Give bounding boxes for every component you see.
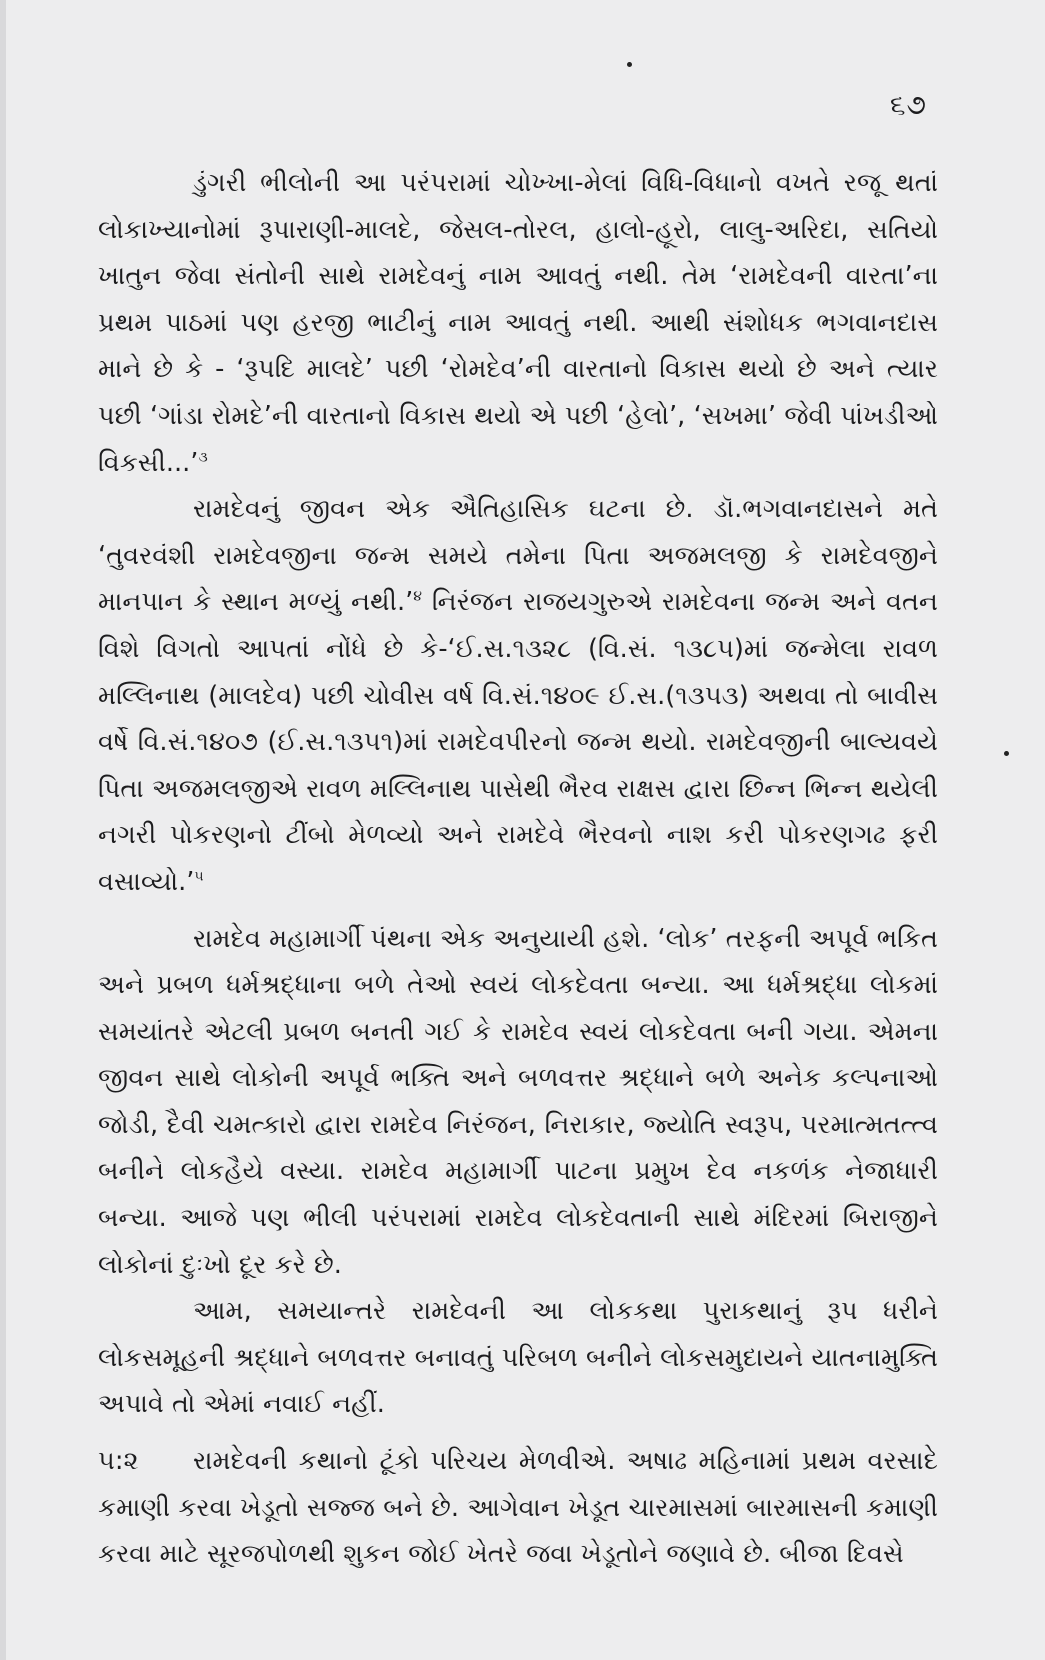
- paragraph-2: [98, 486, 938, 905]
- print-speck: [627, 62, 632, 67]
- section-number: ૫:૨: [98, 1446, 139, 1477]
- paragraph-text-continued: નિરંજન રાજયગુરુએ રામદેવના જન્મ અને વતન વિશે વિગતો આપતાં નોંધે છે કે-‘ઈ.સ.૧૩૨૮ (વિ.સં. ૧૩૮૫)માં જન્મેલા રાવળ મલ્લિનાથ (માલદેવ) પછી ચોવીસ વર્ષ વિ.સં.૧૪૦૯ ઈ.સ.(૧૩૫૩) અથવા તો બાવીસ વર્ષે વિ.સં.૧૪૦૭ (ઈ.સ.૧૩૫૧)માં રામદેવપીરનો જન્મ થયો. રામદેવજીની બાલ્યવયે પિતા અજમલજીએ રાવળ મલ્લિનાથ પાસેથી ભૈરવ રાક્ષસ દ્વારા છિન્ન ભિન્ન થયેલી નગરી પોકરણનો ટીંબો મેળવ્યો અને રામદેવે ભૈરવનો નાશ કરી પોકરણગઢ ફરી વસાવ્યો.’: [98, 587, 938, 897]
- body-text: [98, 160, 938, 1578]
- paragraph-3: [98, 916, 938, 1289]
- paragraph-5: [98, 1438, 938, 1578]
- footnote-marker: ૩: [198, 449, 208, 466]
- paragraph-text: ડુંગરી ભીલોની આ પરંપરામાં ચોખ્ખા-મેલાં વિધિ-વિધાનો વખતે રજૂ થતાં લોકાખ્યાનોમાં રૂપારાણી-માલદે, જેસલ-તોરલ, હાલો-હૂરો, લાલુ-અરિદા, સતિયો ખાતુન જેવા સંતોની સાથે રામદેવનું નામ આવતું નથી. તેમ ‘રામદેવની વારતા’ના પ્રથમ પાઠમાં પણ હરજી ભાટીનું નામ આવતું નથી. આથી સંશોધક ભગવાનદાસ માને છે કે - ‘રૂપદિ માલદે’ પછી ‘રોમદેવ’ની વારતાનો વિકાસ થયો છે અને ત્યાર પછી ‘ગાંડા રોમદે’ની વારતાનો વિકાસ થયો એ પછી ‘હેલો’, ‘સખમા’ જેવી પાંખડીઓ વિકસી...’: [98, 168, 938, 478]
- paragraph-text: રામદેવ મહામાર્ગી પંથના એક અનુયાયી હશે. ‘લોક’ તરફની અપૂર્વ ભકિત અને પ્રબળ ધર્મશ્રદ્ધાના બળે તેઓ સ્વયં લોકદેવતા બન્યા. આ ધર્મશ્રદ્ધા લોકમાં સમયાંતરે એટલી પ્રબળ બનતી ગઈ કે રામદેવ સ્વયં લોકદેવતા બની ગયા. એમના જીવન સાથે લોકોની અપૂર્વ ભક્તિ અને બળવત્તર શ્રદ્ધાને બળે અનેક કલ્પનાઓ જોડી, દૈવી ચમત્કારો દ્વારા રામદેવ નિરંજન, નિરાકાર, જ્યોતિ સ્વરૂપ, પરમાત્મતત્ત્વ બનીને લોકહૈયે વસ્યા. રામદેવ મહામાર્ગી પાટના પ્રમુખ દેવ નકળંક નેજાધારી બન્યા. આજે પણ ભીલી પરંપરામાં રામદેવ લોકદેવતાની સાથે મંદિરમાં બિરાજીને લોકોનાં દુઃખો દૂર કરે છે.: [98, 923, 938, 1280]
- paragraph-1: [98, 160, 938, 486]
- print-speck: [1004, 751, 1009, 756]
- paragraph-4: [98, 1288, 938, 1428]
- page-edge: [0, 0, 6, 1660]
- paragraph-text: રામદેવનું જીવન એક ઐતિહાસિક ઘટના છે. ડૉ.ભગવાનદાસને મતે ‘તુવરવંશી રામદેવજીના જન્મ સમયે તમેના પિતા અજમલજી કે રામદેવજીને માનપાન કે સ્થાન મળ્યું નથી.’: [98, 494, 938, 618]
- paragraph-text: આમ, સમયાન્તરે રામદેવની આ લોકકથા પુરાકથાનું રૂપ ધરીને લોકસમૂહની શ્રદ્ધાને બળવત્તર બનાવતું પરિબળ બનીને લોકસમુદાયને યાતનામુક્તિ અપાવે તો એમાં નવાઈ નહીં.: [98, 1296, 938, 1420]
- footnote-marker: ૪: [413, 588, 422, 605]
- page-number: ૬૭: [889, 88, 927, 121]
- paragraph-text: રામદેવની કથાનો ટૂંકો પરિચય મેળવીએ. અષાઢ મહિનામાં પ્રથમ વરસાદે કમાણી કરવા ખેડૂતો સજ્જ બને છે. આગેવાન ખેડૂત ચારમાસમાં બારમાસની કમાણી કરવા માટે સૂરજપોળથી શુકન જોઈ ખેતરે જવા ખેડૂતોને જણાવે છે. બીજા દિવસે: [98, 1446, 938, 1570]
- footnote-marker: ૫: [194, 868, 204, 885]
